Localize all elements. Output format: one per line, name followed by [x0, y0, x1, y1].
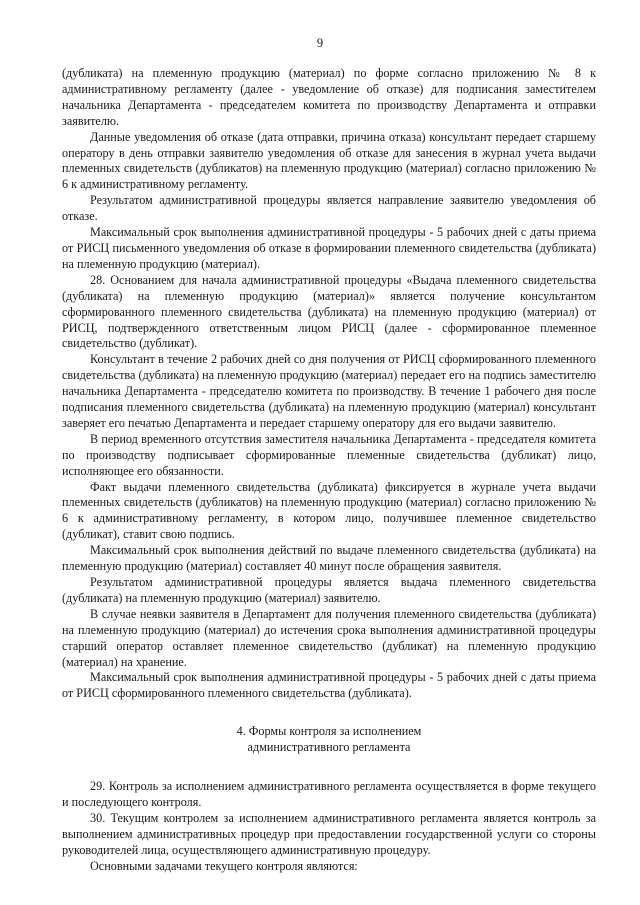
paragraph: Факт выдачи племенного свидетельства (дубликата) фиксируется в журнале учета выдачи племенных свидетельств (дубликатов) на племенную продукцию (материал) согласно приложению № 6 к административному регламенту, в котором лицо, получившее племенное свидетельство (дубликат), ставит свою подпись. — [62, 479, 596, 542]
paragraph: Максимальный срок выполнения административной процедуры - 5 рабочих дней с даты приема от РИСЦ сформированного племенного свидетельства (дубликата). — [62, 670, 596, 701]
section-heading-line: административного регламента — [247, 740, 411, 755]
paragraph: В период временного отсутствия заместителя начальника Департамента - председателя комитета по производству подписывает сформированные племенные свидетельства (дубликат) лицо, исполняющее его обязанности. — [62, 431, 596, 478]
document-body — [62, 66, 596, 875]
paragraph: Максимальный срок выполнения административной процедуры - 5 рабочих дней с даты приема от РИСЦ письменного уведомления об отказе в формировании племенного свидетельства (дубликата) на племенную продукцию (материал). — [62, 225, 596, 271]
section-heading-line: 4. Формы контроля за исполнением — [236, 724, 422, 739]
paragraph: 29. Контроль за исполнением административного регламента осуществляется в форме текущего и последующего контроля. — [62, 779, 596, 809]
paragraph: Данные уведомления об отказе (дата отправки, причина отказа) консультант передает старшему оператору в день отправки заявителю уведомления об отказе для занесения в журнал учета выдачи племенных свидетельств (дубликатов) на племенную продукцию (материал) согласно приложению № 6 к административному регламенту. — [62, 129, 596, 192]
paragraph: 30. Текущим контролем за исполнением административного регламента является контроль за выполнением административных процедур при предоставлении государственной услуги со стороны руководителей лица, осуществляющего административную процедуру. — [62, 810, 596, 857]
section-heading — [62, 724, 596, 756]
paragraph: В случае неявки заявителя в Департамент для получения племенного свидетельства (дубликата) на племенную продукцию (материал) до истечения срока выполнения административной процедуры старший оператор оставляет племенное свидетельство (дубликат) на племенную продукцию (материал) на хранение. — [62, 606, 596, 669]
paragraph: 28. Основанием для начала административной процедуры «Выдача племенного свидетельства (дубликата) на племенную продукцию (материал)» является получение консультантом сформированного племенного свидетельства (дубликата) на племенную продукцию (материал) от РИСЦ, подтвержденного ответственным лицом РИСЦ (далее - сформированное племенное свидетельство (дубликат). — [62, 272, 596, 351]
paragraph: Консультант в течение 2 рабочих дней со дня получения от РИСЦ сформированного племенного свидетельства (дубликата) на племенную продукцию (материал) передает его на подпись заместителю начальника Департамента - председателю комитета по производству. В течение 1 рабочего дня после подписания племенного свидетельства (дубликата) на племенную продукцию (материал) консультант заверяет его печатью Департамента и передает старшему оператору для его выдачи заявителю. — [62, 352, 596, 430]
page-number: 9 — [316, 36, 324, 50]
paragraph: Результатом административной процедуры является выдача племенного свидетельства (дубликата) на племенную продукцию (материал) заявителю. — [62, 575, 596, 605]
paragraph: Основными задачами текущего контроля являются: — [90, 858, 358, 873]
paragraph: Результатом административной процедуры является направление заявителю уведомления об отказе. — [62, 193, 596, 224]
paragraph: Максимальный срок выполнения действий по выдаче племенного свидетельства (дубликата) на племенную продукцию (материал) составляет 40 минут после обращения заявителя. — [62, 543, 596, 574]
paragraph: (дубликата) на племенную продукцию (материал) по форме согласно приложению № 8 к административному регламенту (далее - уведомление об отказе) для подписания заместителем начальника Департамента - председателем комитета по производству Департамента и отправки заявителю. — [62, 66, 596, 128]
